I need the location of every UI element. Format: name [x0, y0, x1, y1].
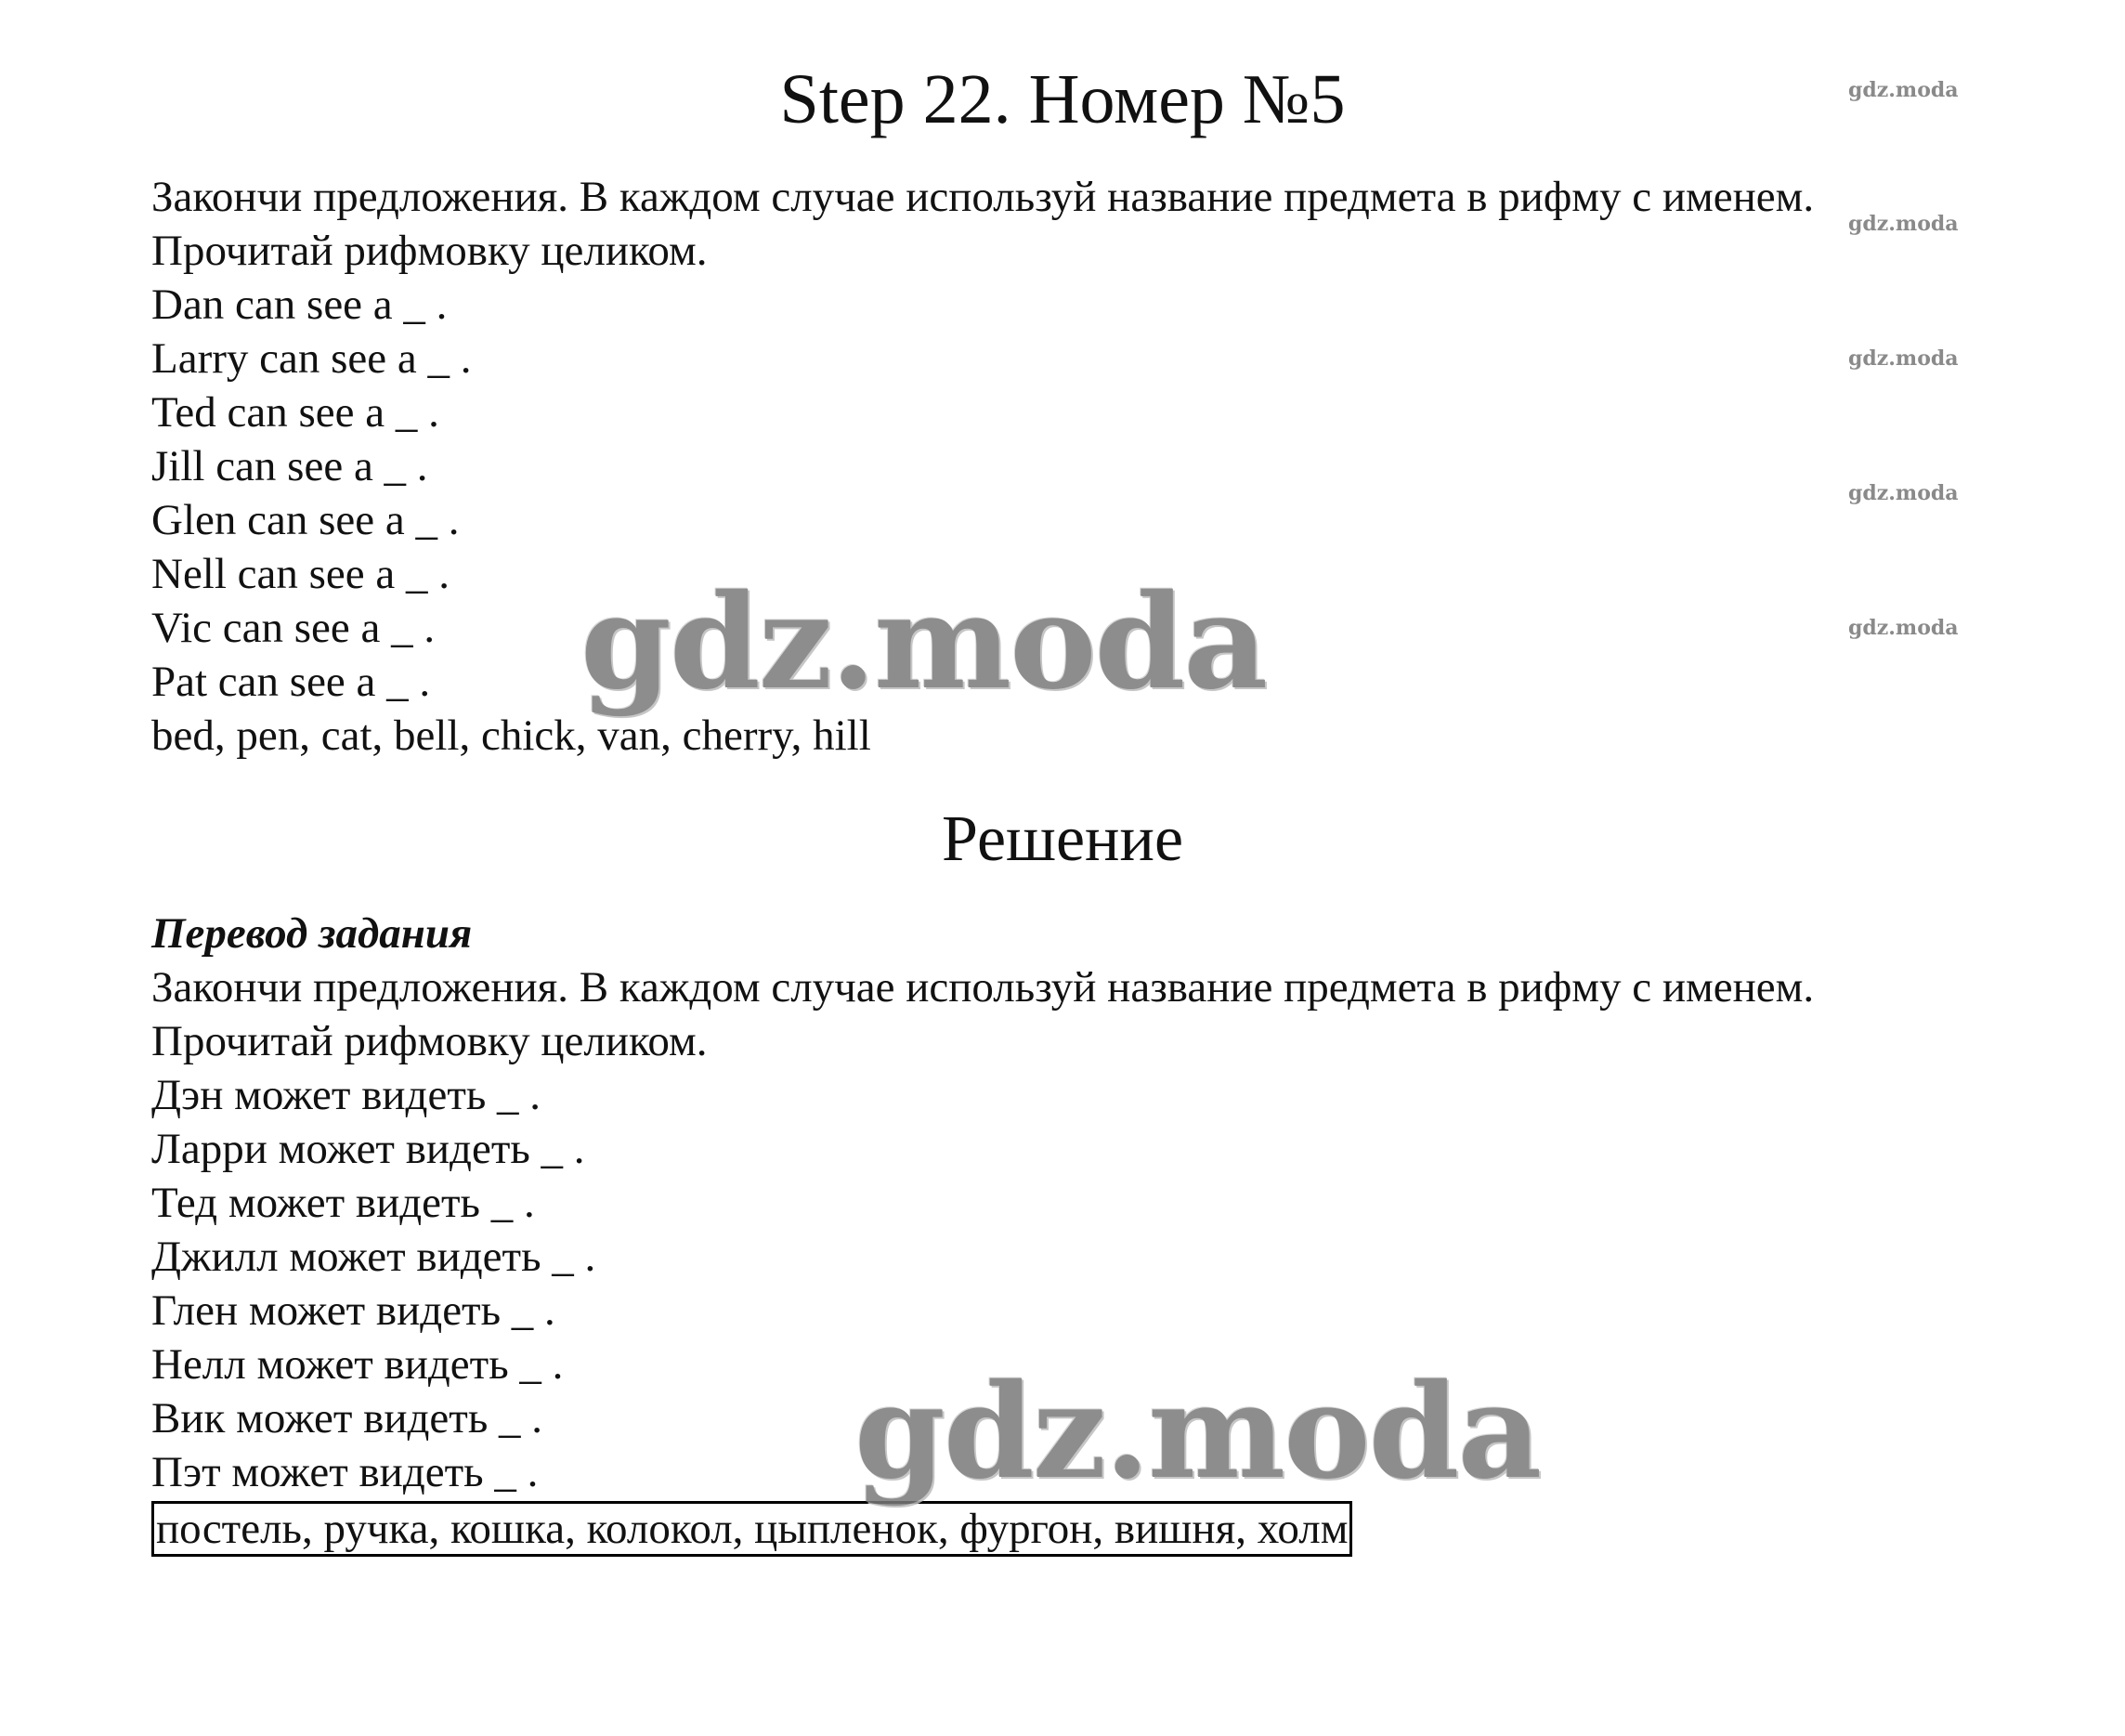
task-instruction-line: Закончи предложения. В каждом случае используй название предмета в рифму с именем.: [151, 173, 1815, 221]
translation-instruction-line: Прочитай рифмовку целиком.: [151, 1017, 708, 1065]
watermark-small: gdz.moda: [1848, 78, 1959, 102]
solution-heading: Решение: [941, 803, 1184, 875]
watermark-small: gdz.moda: [1848, 346, 1959, 371]
task-sentence: Glen can see a _ .: [151, 496, 460, 544]
translation-heading: Перевод задания: [151, 909, 473, 958]
page-title: Step 22. Номер №5: [779, 60, 1346, 138]
translated-word-box: постель, ручка, кошка, колокол, цыпленок, фургон, вишня, холм: [151, 1501, 1352, 1557]
task-sentence: Ted can see a _ .: [151, 388, 439, 437]
watermark-small: gdz.moda: [1848, 481, 1959, 505]
translation-sentence: Нелл может видеть _ .: [151, 1340, 564, 1389]
translation-sentence: Тед может видеть _ .: [151, 1179, 535, 1227]
watermark-small: gdz.moda: [1848, 616, 1959, 640]
translation-sentence: Ларри может видеть _ .: [151, 1125, 585, 1173]
watermark-large: gdz.moda: [854, 1356, 1541, 1508]
task-sentence: Larry can see a _ .: [151, 334, 472, 383]
task-sentence: Pat can see a _ .: [151, 658, 431, 706]
task-sentence: Nell can see a _ .: [151, 550, 450, 598]
watermark-large: gdz.moda: [580, 567, 1267, 719]
task-instruction-line: Прочитай рифмовку целиком.: [151, 227, 708, 275]
translation-sentence: Джилл может видеть _ .: [151, 1233, 596, 1281]
task-word-list: bed, pen, cat, bell, chick, van, cherry, hill: [151, 711, 871, 760]
task-sentence: Dan can see a _ .: [151, 281, 448, 329]
translation-sentence: Вик может видеть _ .: [151, 1394, 543, 1442]
translation-sentence: Дэн может видеть _ .: [151, 1071, 541, 1119]
task-sentence: Jill can see a _ .: [151, 442, 428, 490]
translation-instruction-line: Закончи предложения. В каждом случае используй название предмета в рифму с именем.: [151, 963, 1815, 1012]
watermark-small: gdz.moda: [1848, 212, 1959, 236]
translation-sentence: Пэт может видеть _ .: [151, 1448, 539, 1496]
task-sentence: Vic can see a _ .: [151, 604, 436, 652]
translation-sentence: Глен может видеть _ .: [151, 1286, 555, 1335]
